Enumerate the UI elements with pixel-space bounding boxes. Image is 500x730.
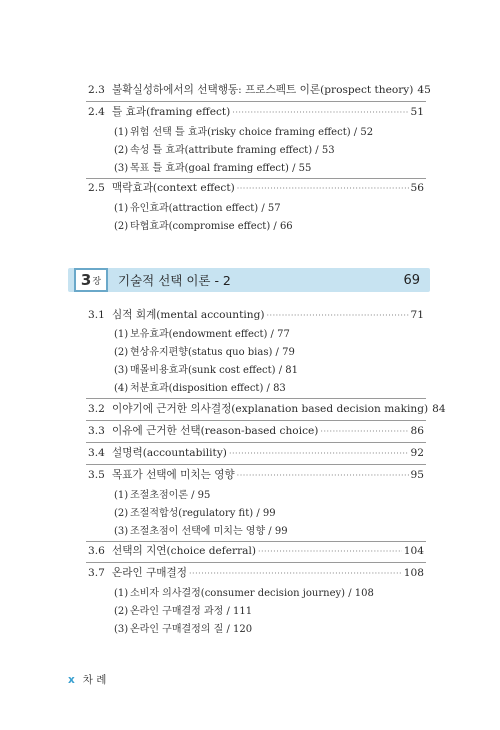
toc-subentry[interactable] (114, 522, 288, 537)
toc-entry[interactable] (88, 423, 424, 439)
section-number: 3.3 (88, 425, 105, 437)
subentry-text: 처분효과(disposition effect) / 83 (130, 383, 286, 394)
toc-subentry[interactable] (114, 199, 281, 214)
page-number: 45 (417, 84, 431, 96)
toc-subentry[interactable] (114, 379, 286, 394)
toc-subentry[interactable] (114, 584, 374, 599)
subentry-number: (2) (114, 145, 129, 156)
page-number: 104 (403, 545, 424, 557)
toc-subentry[interactable] (114, 123, 373, 138)
subentry-number: (1) (114, 329, 129, 340)
subentry-text: 현상유지편향(status quo bias) / 79 (130, 347, 295, 358)
subentry-text: 보유효과(endowment effect) / 77 (130, 329, 290, 340)
toc-subentry[interactable] (114, 325, 290, 340)
divider (86, 398, 426, 399)
subentry-number: (3) (114, 624, 129, 635)
subentry-text: 온라인 구매결정 과정 / 111 (130, 606, 253, 617)
section-number: 3.2 (88, 403, 105, 415)
section-title: 맥락효과(context effect) (112, 182, 235, 194)
section-title: 선택의 지연(choice deferral) (112, 545, 256, 557)
dot-leader (189, 569, 402, 578)
divider (86, 420, 426, 421)
page-footer (68, 672, 106, 687)
subentry-number: (3) (114, 365, 129, 376)
dot-leader (237, 471, 409, 480)
subentry-text: 조절적합성(regulatory fit) / 99 (130, 508, 276, 519)
toc-entry[interactable] (88, 82, 431, 98)
toc-entry[interactable] (88, 543, 424, 559)
toc-entry[interactable] (88, 401, 446, 417)
subentry-text: 소비자 의사결정(consumer decision journey) / 108 (130, 588, 374, 599)
section-number: 2.3 (88, 84, 105, 96)
divider (86, 464, 426, 465)
subentry-text: 속성 틀 효과(attribute framing effect) / 53 (130, 145, 335, 156)
section-number: 3.1 (88, 309, 105, 321)
section-title: 불확실성하에서의 선택행동: 프로스펙트 이론(prospect theory) (112, 84, 414, 96)
subentry-text: 유인효과(attraction effect) / 57 (130, 203, 281, 214)
subentry-text: 매몰비용효과(sunk cost effect) / 81 (130, 365, 298, 376)
section-title: 틀 효과(framing effect) (112, 106, 231, 118)
subentry-number: (3) (114, 163, 129, 174)
dot-leader (229, 449, 409, 458)
divider (86, 101, 426, 102)
chapter-badge (74, 268, 108, 292)
footer-label: 차 례 (82, 674, 107, 686)
subentry-number: (2) (114, 606, 129, 617)
subentry-number: (4) (114, 383, 129, 394)
toc-subentry[interactable] (114, 361, 298, 376)
subentry-text: 위험 선택 틀 효과(risky choice framing effect) / 52 (130, 127, 374, 138)
dot-leader (267, 311, 409, 320)
subentry-number: (2) (114, 221, 129, 232)
section-number: 2.4 (88, 106, 105, 118)
toc-entry[interactable] (88, 307, 424, 323)
page-number: 86 (410, 425, 424, 437)
subentry-number: (2) (114, 347, 129, 358)
subentry-text: 온라인 구매결정의 질 / 120 (130, 624, 253, 635)
toc-subentry[interactable] (114, 141, 335, 156)
subentry-text: 조절초점이 선택에 미치는 영향 / 99 (130, 526, 288, 537)
divider (86, 562, 426, 563)
dot-leader (232, 108, 408, 117)
subentry-number: (1) (114, 127, 129, 138)
subentry-number: (1) (114, 588, 129, 599)
toc-subentry[interactable] (114, 343, 295, 358)
subentry-number: (1) (114, 203, 129, 214)
toc-subentry[interactable] (114, 602, 252, 617)
section-number: 3.6 (88, 545, 105, 557)
dot-leader (258, 547, 402, 556)
page-number: 84 (432, 403, 446, 415)
section-number: 3.7 (88, 567, 105, 579)
toc-entry[interactable] (88, 565, 424, 581)
subentry-number: (2) (114, 508, 129, 519)
section-number: 3.4 (88, 447, 105, 459)
toc-entry[interactable] (88, 467, 424, 483)
page-number: 71 (410, 309, 424, 321)
divider (86, 442, 426, 443)
section-number: 2.5 (88, 182, 105, 194)
toc-subentry[interactable] (114, 620, 252, 635)
toc-subentry[interactable] (114, 217, 293, 232)
divider (86, 178, 426, 179)
dot-leader (320, 427, 408, 436)
toc-entry[interactable] (88, 180, 424, 196)
subentry-number: (1) (114, 490, 129, 501)
chapter-page: 69 (403, 272, 420, 288)
footer-page-number: x (68, 674, 75, 686)
page-number: 56 (410, 182, 424, 194)
chapter-header[interactable] (68, 268, 430, 292)
section-number: 3.5 (88, 469, 105, 481)
toc-subentry[interactable] (114, 504, 276, 519)
page-number: 108 (403, 567, 424, 579)
page-number: 92 (410, 447, 424, 459)
toc-subentry[interactable] (114, 159, 311, 174)
chapter-suffix: 장 (92, 276, 102, 287)
section-title: 설명력(accountability) (112, 447, 227, 459)
section-title: 온라인 구매결정 (112, 567, 188, 579)
chapter-title: 기술적 선택 이론 - 2 (118, 273, 231, 288)
subentry-text: 조절초점이론 / 95 (130, 490, 211, 501)
toc-subentry[interactable] (114, 486, 210, 501)
toc-entry[interactable] (88, 445, 424, 461)
subentry-text: 타협효과(compromise effect) / 66 (130, 221, 293, 232)
page-number: 51 (410, 106, 424, 118)
subentry-number: (3) (114, 526, 129, 537)
dot-leader (237, 184, 409, 193)
divider (86, 541, 426, 542)
section-title: 이유에 근거한 선택(reason-based choice) (112, 425, 319, 437)
page-number: 95 (410, 469, 424, 481)
chapter-number: 3 (80, 271, 92, 289)
section-title: 이야기에 근거한 의사결정(explanation based decision making) (112, 403, 429, 415)
section-title: 심적 회계(mental accounting) (112, 309, 265, 321)
section-title: 목표가 선택에 미치는 영향 (112, 469, 235, 481)
toc-entry[interactable] (88, 104, 424, 120)
subentry-text: 목표 틀 효과(goal framing effect) / 55 (130, 163, 312, 174)
